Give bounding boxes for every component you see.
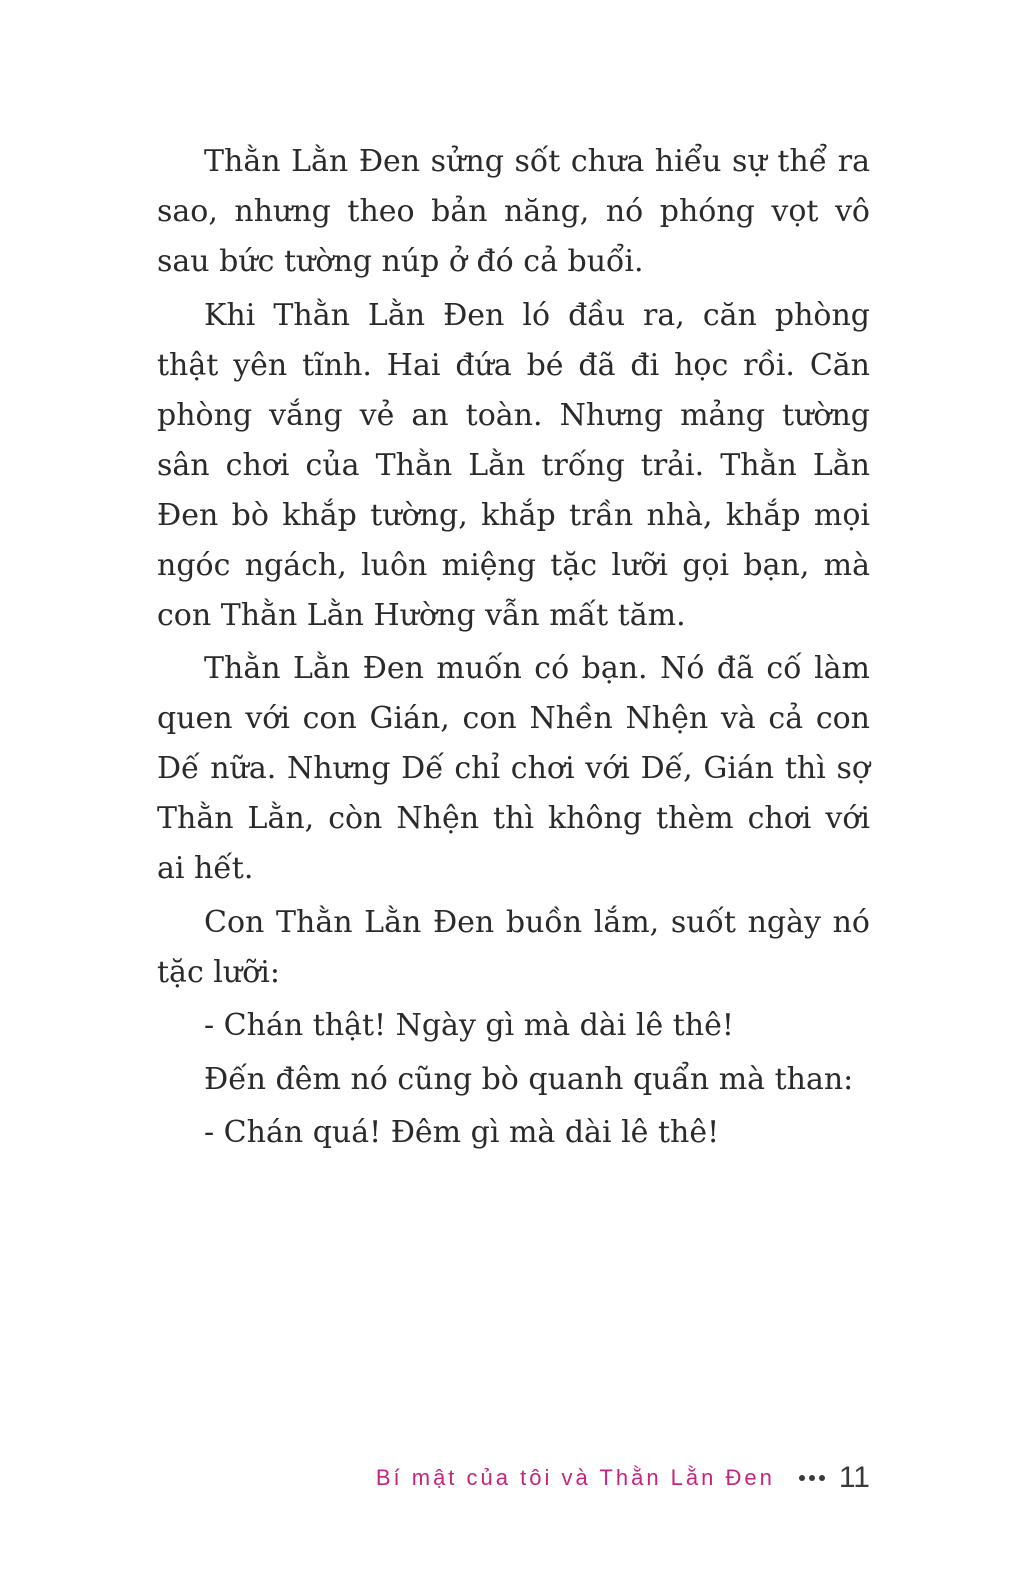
paragraph: Thằn Lằn Đen muốn có bạn. Nó đã cố làm quen với con Gián, con Nhền Nhện và cả con Dế nữa. Nhưng Dế chỉ chơi với Dế, Gián thì sợ Thằn Lằn, còn Nhện thì không thèm chơi với ai hết.: [157, 651, 870, 886]
dialogue-line: - Chán thật! Ngày gì mà dài lê thê!: [204, 1008, 734, 1043]
ellipsis-dots-icon: [797, 1475, 827, 1481]
running-footer: [376, 1453, 870, 1503]
paragraph: Khi Thằn Lằn Đen ló đầu ra, căn phòng thật yên tĩnh. Hai đứa bé đã đi học rồi. Căn phòng vắng vẻ an toàn. Nhưng mảng tường sân chơi của Thằn Lằn trống trải. Thằn Lằn Đen bò khắp tường, khắp trần nhà, khắp mọi ngóc ngách, luôn miệng tặc lưỡi gọi bạn, mà con Thằn Lằn Hường vẫn mất tăm.: [157, 297, 870, 633]
page-number: 11: [838, 1461, 870, 1494]
paragraph: Thằn Lằn Đen sửng sốt chưa hiểu sự thể ra sao, nhưng theo bản năng, nó phóng vọt vô sau bức tường núp ở đó cả buổi.: [157, 144, 870, 279]
dialogue-line: - Chán quá! Đêm gì mà dài lê thê!: [204, 1115, 720, 1150]
body-text: [157, 137, 870, 1162]
paragraph: Đến đêm nó cũng bò quanh quẩn mà than:: [204, 1061, 854, 1097]
footer-book-title: Bí mật của tôi và Thằn Lằn Đen: [375, 1465, 775, 1490]
paragraph: Con Thằn Lằn Đen buồn lắm, suốt ngày nó tặc lưỡi:: [157, 904, 870, 990]
